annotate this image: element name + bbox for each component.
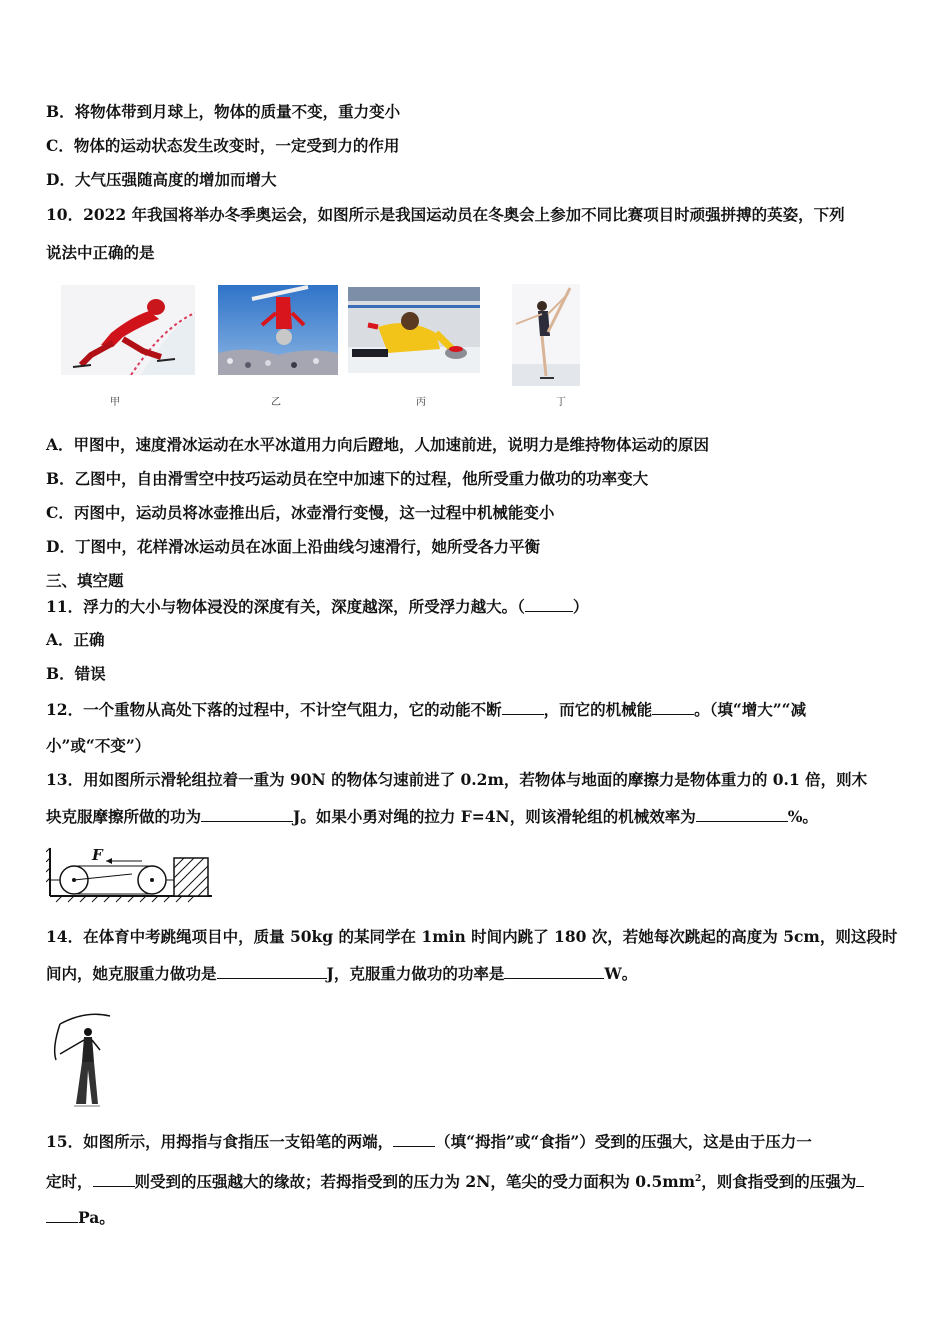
q13-blank-work[interactable] <box>201 806 293 822</box>
q15-blank-pressure-part2[interactable] <box>46 1207 78 1223</box>
q10-stem-line2: 说法中正确的是 <box>46 243 155 262</box>
caption-bing: 丙 <box>416 397 426 408</box>
q14-blank-power[interactable] <box>504 963 604 979</box>
q11-answer-blank[interactable] <box>525 596 573 612</box>
pulley-diagram <box>46 846 212 908</box>
q13-stem-line2: 块克服摩擦所做的功为 J。如果小勇对绳的拉力 F=4N，则该滑轮组的机械效率为 %。 <box>46 807 818 826</box>
q13-stem-line1: 13．用如图所示滑轮组拉着一重为 90N 的物体匀速前进了 0.2m，若物体与地面的摩擦力是物体重力的 0.1 倍，则木 <box>46 770 868 789</box>
q11-option-b: B．错误 <box>46 664 106 683</box>
q15-stem-line1: 15．如图所示，用拇指与食指压一支铅笔的两端， （填“拇指”或“食指”）受到的压强大，这是由于压力一 <box>46 1132 812 1151</box>
aerial-skiing-photo <box>218 285 338 375</box>
q9-option-d: D．大气压强随高度的增加而增大 <box>46 170 277 189</box>
q13-blank-efficiency[interactable] <box>696 806 788 822</box>
q12-stem-line2: 小”或“不变”） <box>46 736 151 755</box>
q14-blank-work[interactable] <box>217 963 327 979</box>
figure-skating-photo <box>512 284 580 386</box>
q10-option-d: D．丁图中，花样滑冰运动员在冰面上沿曲线匀速滑行，她所受各力平衡 <box>46 537 540 556</box>
q14-stem-line1: 14．在体育中考跳绳项目中，质量 50kg 的某同学在 1min 时间内跳了 180 次，若她每次跳起的高度为 5cm，则这段时 <box>46 927 898 946</box>
q10-option-a: A．甲图中，速度滑冰运动在水平冰道用力向后蹬地，人加速前进，说明力是维持物体运动的原因 <box>46 435 710 454</box>
q11-option-a: A．正确 <box>46 630 105 649</box>
q11-stem: 11．浮力的大小与物体浸没的深度有关，深度越深，所受浮力越大。（ ） <box>46 597 589 616</box>
force-label: F <box>92 846 103 864</box>
q15-stem-line3: Pa。 <box>46 1207 115 1228</box>
q10-option-b: B．乙图中，自由滑雪空中技巧运动员在空中加速下的过程，他所受重力做功的功率变大 <box>46 469 649 488</box>
curling-photo <box>348 287 480 373</box>
caption-jia: 甲 <box>110 397 120 408</box>
q15-blank-area[interactable] <box>93 1171 135 1187</box>
q12-stem-line1: 12．一个重物从高处下落的过程中，不计空气阻力，它的动能不断 ，而它的机械能 。（填“增大”“减 <box>46 700 807 719</box>
q15-blank-finger[interactable] <box>393 1131 435 1147</box>
speed-skating-photo <box>61 285 195 375</box>
caption-yi: 乙 <box>271 397 281 408</box>
caption-ding: 丁 <box>556 397 566 408</box>
q10-stem-line1: 10．2022 年我国将举办冬季奥运会，如图所示是我国运动员在冬奥会上参加不同比赛项目时顽强拼搏的英姿，下列 <box>46 205 845 224</box>
q9-option-c: C．物体的运动状态发生改变时，一定受到力的作用 <box>46 136 400 155</box>
q15-blank-pressure-part1[interactable] <box>856 1171 864 1187</box>
q12-blank-mechanical[interactable] <box>652 699 694 715</box>
q9-option-b: B．将物体带到月球上，物体的质量不变，重力变小 <box>46 102 401 121</box>
q14-stem-line2: 间内，她克服重力做功是 J，克服重力做功的功率是 W。 <box>46 964 638 983</box>
q10-option-c: C．丙图中，运动员将冰壶推出后，冰壶滑行变慢，这一过程中机械能变小 <box>46 503 555 522</box>
section-title-fill-blank: 三、填空题 <box>46 571 124 590</box>
jump-rope-figure <box>46 1010 116 1112</box>
q12-blank-kinetic[interactable] <box>502 699 544 715</box>
q15-stem-line2: 定时， 则受到的压强越大的缘故；若拇指受到的压力为 2N，笔尖的受力面积为 $0.5mm^2$，则食指受到的压强为 <box>46 1169 864 1192</box>
